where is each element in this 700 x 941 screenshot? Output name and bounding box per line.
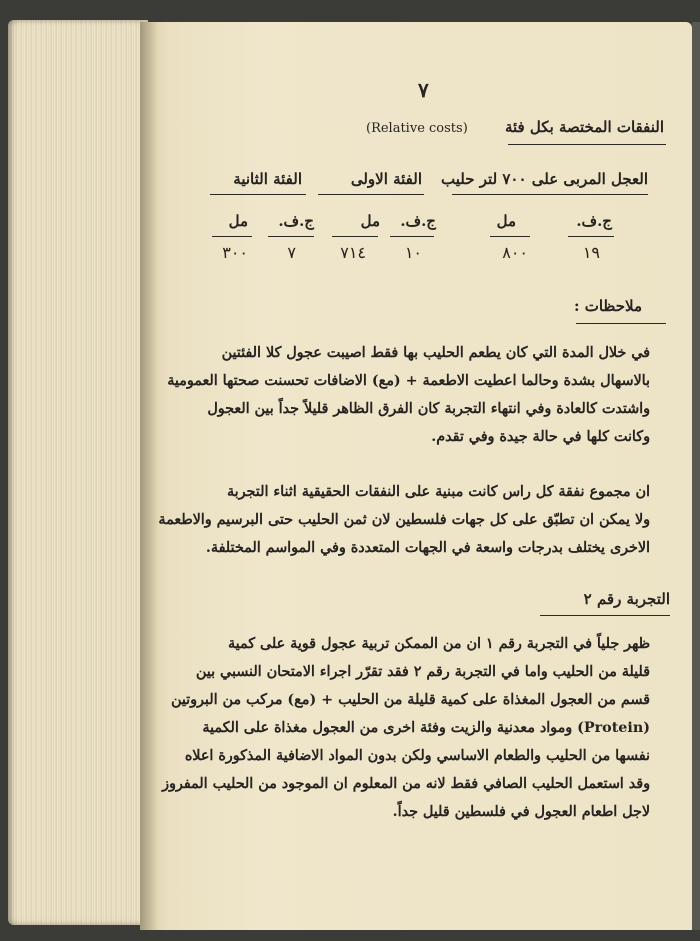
text-line: ان مجموع نفقة كل راس كانت مبنية على النفقات الحقيقية اثناء التجربة	[227, 484, 650, 500]
text-line: ظهر جلياً في التجربة رقم ١ ان من الممكن تربية عجول قوية على كمية	[227, 636, 650, 652]
page-number: ٧	[418, 78, 429, 102]
table-header-underline	[318, 194, 424, 195]
table-subheader-underline	[490, 236, 530, 237]
notes-paragraph-2	[158, 478, 650, 562]
table-value: ٣٠٠	[222, 243, 248, 262]
table-subheader: ج.ف.	[400, 212, 436, 230]
table-header-group1: الفئة الاولى	[350, 170, 422, 188]
table-value: ١٠	[404, 243, 422, 262]
page-stack	[8, 20, 148, 925]
table-subheader: مل	[496, 212, 516, 230]
table-header-calf: العجل المربى على ٧٠٠ لتر حليب	[441, 170, 648, 188]
page-edge	[692, 22, 700, 930]
table-header-underline	[452, 194, 648, 195]
experiment-2-title: التجربة رقم ٢	[583, 590, 670, 608]
text-line: قسم من العجول المغذاة على كمية قليلة من الحليب + (مع) مركب من البروتين	[170, 692, 650, 708]
text-line: ولا يمكن ان تطبّق على كل جهات فلسطين لان ثمن الحليب حتى البرسيم والاطعمة	[158, 512, 650, 528]
text-line: بالاسهال بشدة وحالما اعطيت الاطعمة + (مع) الاضافات تحسنت صحتها العمومية	[167, 373, 650, 389]
text-line: وقد استعمل الحليب الصافي فقط لانه من المعلوم ان الموجود من الحليب المفروز	[162, 776, 650, 792]
text-line: قليلة من الحليب واما في التجربة رقم ٢ فقد تقرّر اجراء الامتحان النسبي بين	[195, 664, 650, 680]
table-subheader-underline	[332, 236, 378, 237]
text-line: (Protein) ومواد معدنية والزيت وفئة اخرى من العجول مغذاة على الكمية	[202, 720, 650, 736]
text-line: نفسها من الحليب والطعام الاساسي ولكن بدون المواد الاضافية المذكورة اعلاه	[184, 748, 650, 764]
table-subheader: ج.ف.	[278, 212, 314, 230]
table-subheader: مل	[360, 212, 380, 230]
table-value: ١٩	[582, 243, 600, 262]
experiment-2-underline	[540, 615, 670, 616]
table-subheader: مل	[228, 212, 248, 230]
text-line: في خلال المدة التي كان يطعم الحليب بها فقط اصيبت عجول كلا الفئتين	[221, 345, 650, 361]
table-subheader-underline	[212, 236, 252, 237]
table-subheader: ج.ف.	[576, 212, 612, 230]
table-value: ٧	[287, 243, 296, 262]
text-line: واشتدت كالعادة وفي انتهاء التجربة كان الفرق الظاهر قليلاً جداً بين العجول	[207, 401, 650, 417]
table-header-underline	[210, 194, 306, 195]
table-subheader-underline	[390, 236, 434, 237]
notes-underline	[576, 323, 666, 324]
table-value: ٨٠٠	[502, 243, 528, 262]
section-heading: النفقات المختصة بكل فئة	[504, 118, 664, 136]
experiment-2-paragraph	[162, 630, 650, 826]
text-line: الاخرى يختلف بدرجات واسعة في الجهات المتعددة وفي المواسم المختلفة.	[205, 540, 650, 556]
table-subheader-underline	[568, 236, 614, 237]
table-subheader-underline	[268, 236, 314, 237]
section-heading-english: (Relative costs)	[366, 121, 468, 136]
page-gutter-shadow	[140, 22, 158, 930]
heading-underline	[508, 144, 666, 145]
notes-paragraph-1	[167, 339, 650, 451]
text-line: لاجل اطعام العجول في فلسطين قليل جداً.	[392, 804, 650, 820]
notes-title: ملاحظات :	[573, 297, 642, 315]
table-header-group2: الفئة الثانية	[233, 170, 302, 188]
text-line: وكانت كلها في حالة جيدة وفي تقدم.	[431, 429, 650, 445]
table-value: ٧١٤	[340, 243, 366, 262]
